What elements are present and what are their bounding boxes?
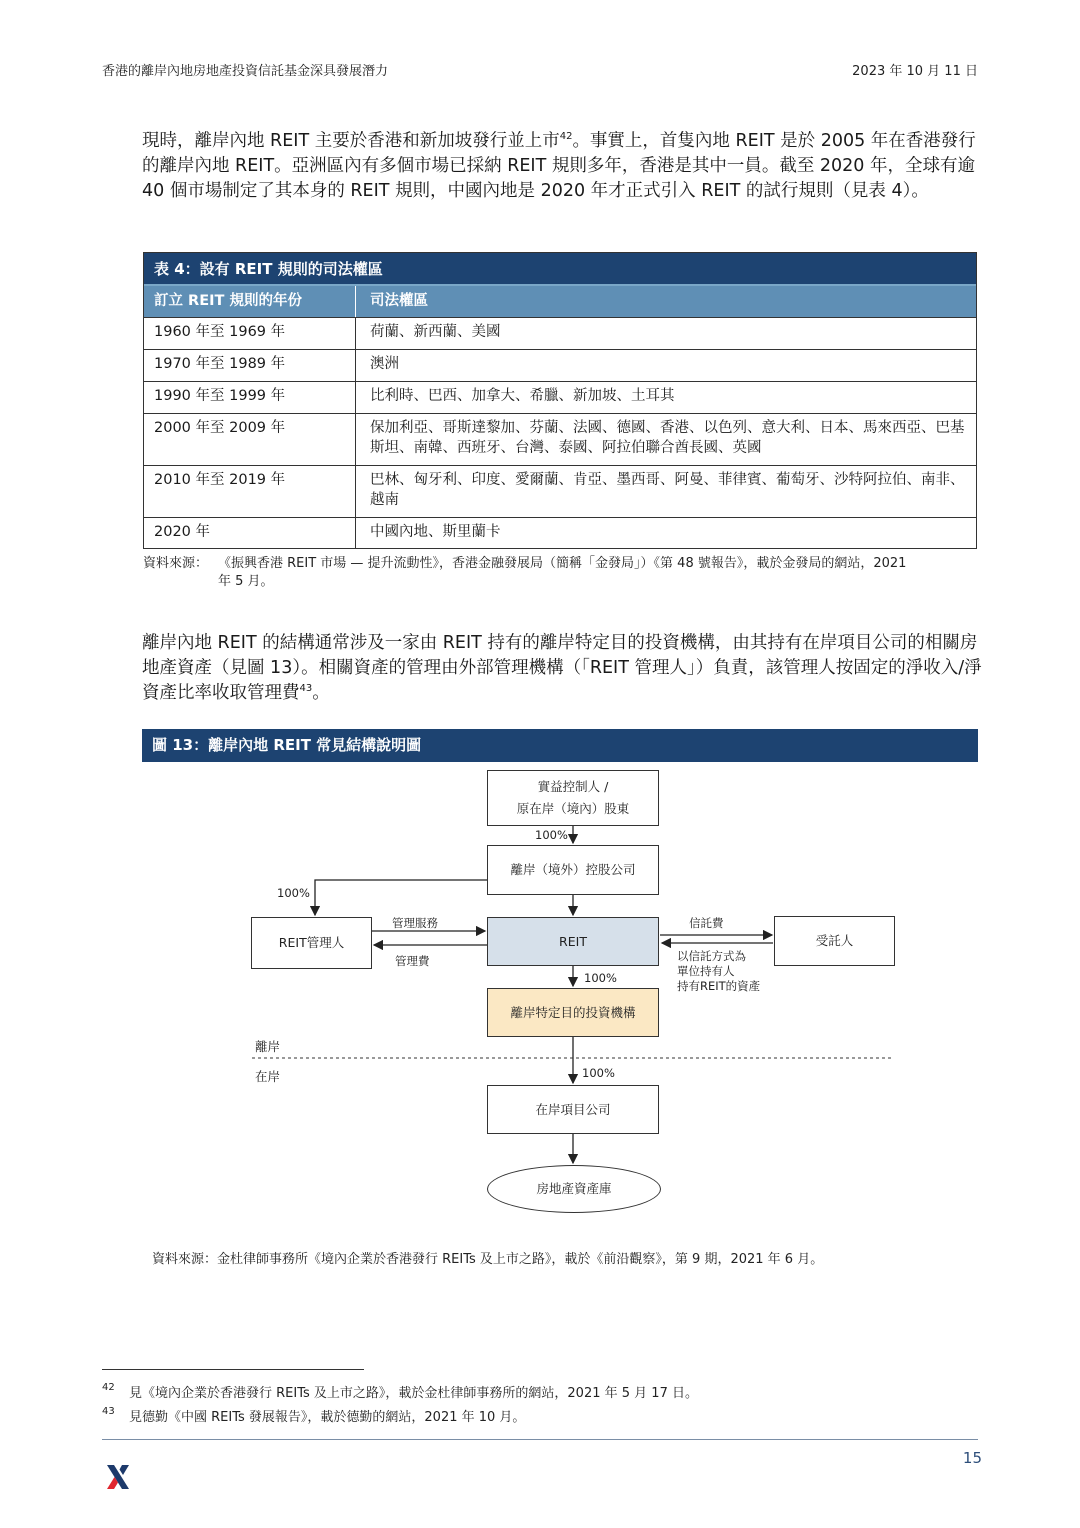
footnote-text: 見德勤《中國 REITs 發展報告》，載於德勤的網站，2021 年 10 月。 — [129, 1410, 526, 1425]
cell-years: 1990 年至 1999 年 — [144, 382, 356, 413]
footer-divider — [102, 1439, 978, 1440]
footnote-text: 見《境內企業於香港發行 REITs 及上市之路》，載於金杜律師事務所的網站，2021 年 5 月 17 日。 — [129, 1386, 698, 1401]
column-header-year: 訂立 REIT 規則的年份 — [144, 286, 356, 317]
label-management-service: 管理服務 — [392, 916, 438, 930]
table-header — [144, 286, 976, 317]
cell-jurisdictions: 中國內地、斯里蘭卡 — [370, 524, 501, 540]
para1-text-a: 現時，離岸內地 REIT 主要於香港和新加坡發行並上市 — [142, 131, 560, 151]
box-offshore-holding: 離岸（境外）控股公司 — [487, 845, 659, 895]
cell-years: 1960 年至 1969 年 — [144, 318, 356, 349]
cell-years: 1970 年至 1989 年 — [144, 350, 356, 381]
table-row — [144, 517, 976, 548]
table-row — [144, 413, 976, 465]
page-number: 15 — [962, 1449, 982, 1467]
trust-note-line-2: 單位持有人 — [677, 964, 735, 978]
footnote-42 — [102, 1382, 698, 1401]
label-trust-note — [677, 949, 760, 994]
footnote-ref-42[interactable]: 42 — [559, 131, 573, 143]
para2-text-a: 離岸內地 REIT 的結構通常涉及一家由 REIT 持有的離岸特定目的投資機構，由其持有在岸項目公司的相關房地產資產（見圖 13）。相關資產的管理由外部管理機構（「REIT 管理人」）負責，該管理人按固定的淨收入/淨資產比率收取管理費 — [142, 633, 982, 703]
box-beneficial-owner — [487, 770, 659, 826]
label-onshore: 在岸 — [255, 1069, 281, 1084]
box-onshore-project: 在岸項目公司 — [487, 1085, 659, 1134]
table-4 — [143, 252, 977, 549]
figure-source: 資料來源：金杜律師事務所《境內企業於香港發行 REITs 及上市之路》，載於《前沿觀察》，第 9 期，2021 年 6 月。 — [152, 1252, 824, 1267]
header-title: 香港的離岸內地房地產投資信託基金深具發展潛力 — [102, 64, 389, 79]
pct-manager: 100% — [277, 886, 310, 900]
footnote-number: 43 — [102, 1406, 115, 1417]
label-offshore: 離岸 — [255, 1039, 281, 1054]
cell-jurisdictions: 比利時、巴西、加拿大、希臘、新加坡、土耳其 — [370, 388, 675, 404]
table-row — [144, 381, 976, 413]
box-trustee: 受託人 — [774, 916, 895, 966]
source-text: 《振興香港 REIT 市場 — 提升流動性》，香港金融發展局（簡稱「金發局」）《第 48 號報告》，載於金發局的網站，2021 — [218, 556, 907, 571]
cell-jurisdictions: 巴林、匈牙利、印度、愛爾蘭、肯亞、墨西哥、阿曼、菲律賓、葡萄牙、沙特阿拉伯、南非、越南 — [370, 472, 965, 508]
hkex-x-logo-icon — [104, 1463, 132, 1491]
arrow-holding-manager — [315, 880, 487, 915]
ellipse-property-pool: 房地產資產庫 — [487, 1165, 661, 1213]
cell-jurisdictions: 保加利亞、哥斯達黎加、芬蘭、法國、德國、香港、以色列、意大利、日本、馬來西亞、巴基斯坦、南韓、西班牙、台灣、泰國、阿拉伯聯合酋長國、英國 — [370, 420, 965, 456]
cell-years: 2000 年至 2009 年 — [144, 414, 356, 465]
box-reit-manager: REIT管理人 — [251, 917, 372, 969]
table-title: 表 4：設有 REIT 規則的司法權區 — [144, 253, 976, 286]
para1-text-b: 。事實上，首隻內地 REIT 是於 2005 年在香港發行的離岸內地 REIT。亞洲區內有多個市場已採納 REIT 規則多年，香港是其中一員。截至 2020 年，全球有逾 40 個市場制定了其本身的 REIT 規則，中國內地是 2020 年才正式引入 REIT 的試行規則（見表 4）。 — [142, 131, 976, 201]
box-offshore-spv: 離岸特定目的投資機構 — [487, 988, 659, 1037]
table-row — [144, 317, 976, 349]
column-header-jurisdiction: 司法權區 — [370, 293, 428, 309]
cell-jurisdictions: 荷蘭、新西蘭、美國 — [370, 324, 501, 340]
cell-years: 2010 年至 2019 年 — [144, 466, 356, 517]
table-row — [144, 465, 976, 517]
table-row — [144, 349, 976, 381]
footnote-divider — [102, 1369, 364, 1370]
source-text-cont: 年 5 月。 — [218, 574, 274, 589]
paragraph-intro — [142, 129, 992, 204]
label-trust-fee: 信託費 — [689, 916, 724, 930]
cell-jurisdictions: 澳洲 — [370, 356, 399, 372]
source-label: 資料來源： — [143, 556, 209, 571]
pct-project: 100% — [582, 1066, 615, 1080]
figure-title: 圖 13：離岸內地 REIT 常見結構說明圖 — [142, 729, 978, 762]
label-management-fee: 管理費 — [395, 954, 430, 968]
trust-note-line-1: 以信託方式為 — [677, 949, 746, 963]
para2-text-b: 。 — [312, 683, 330, 703]
table-source — [143, 555, 983, 591]
paragraph-structure — [142, 631, 992, 706]
owner-line-1: 實益控制人 / — [537, 779, 609, 794]
owner-line-2: 原在岸（境內）股東 — [516, 801, 630, 816]
footnote-number: 42 — [102, 1382, 115, 1393]
box-reit: REIT — [487, 917, 659, 966]
footnote-ref-43[interactable]: 43 — [299, 683, 313, 695]
pct-owner: 100% — [535, 828, 568, 842]
trust-note-line-3: 持有REIT的資產 — [677, 979, 761, 993]
footnote-43 — [102, 1406, 525, 1425]
pct-spv: 100% — [584, 971, 617, 985]
header-date: 2023 年 10 月 11 日 — [852, 64, 978, 79]
cell-years: 2020 年 — [144, 518, 356, 548]
